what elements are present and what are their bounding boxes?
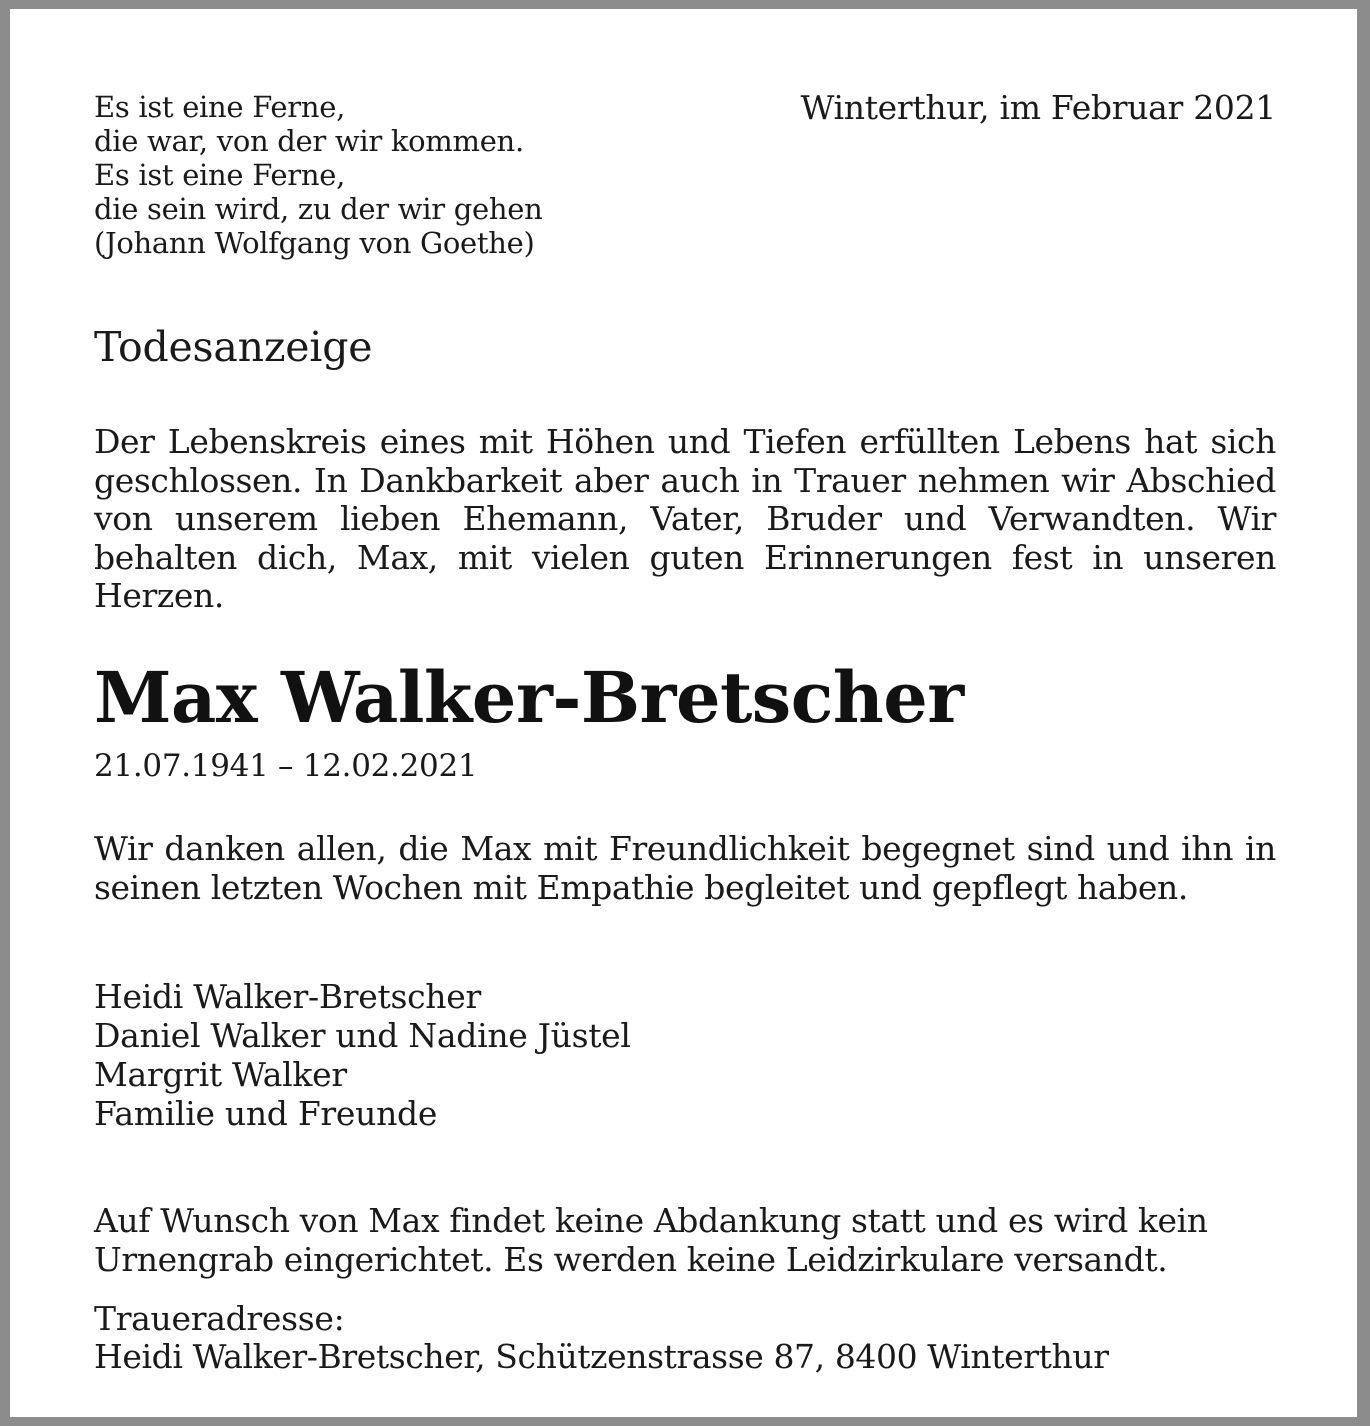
deceased-name: Max Walker-Bretscher [94,656,964,739]
poem-line: Es ist eine Ferne, [94,158,346,192]
poem-attribution: (Johann Wolfgang von Goethe) [94,226,535,260]
dateline: Winterthur, im Februar 2021 [800,88,1276,127]
obituary-page [10,9,1357,1417]
thanks-paragraph: Wir danken allen, die Max mit Freundlichkeit begegnet sind und ihn in seinen letzten Wochen mit Empathie begleitet und gepflegt haben. [94,829,1276,907]
page-title: Todesanzeige [94,323,373,371]
ceremony-notice: Auf Wunsch von Max findet keine Abdankung statt und es wird kein Urnengrab eingerichtet. Es werden keine Leidzirkulare versandt. [94,1201,1208,1279]
mourner-name: Familie und Freunde [94,1094,438,1133]
poem-line: Es ist eine Ferne, [94,90,346,124]
address-label: Traueradresse: [94,1299,345,1338]
mourner-name: Heidi Walker-Bretscher [94,977,481,1016]
mourners-list [94,977,631,1133]
poem-line: die sein wird, zu der wir gehen [94,192,543,226]
mourner-name: Daniel Walker und Nadine Jüstel [94,1016,631,1055]
intro-paragraph: Der Lebenskreis eines mit Höhen und Tiefen erfüllten Lebens hat sich geschlossen. In Dankbarkeit aber auch in Trauer nehmen wir Abschied von unserem lieben Ehemann, Vater, Bruder und Verwandten. Wir behalten dich, Max, mit vielen guten Erinnerungen fest in unseren Herzen. [94,422,1276,615]
poem-line: die war, von der wir kommen. [94,124,524,158]
lifespan-dates: 21.07.1941 – 12.02.2021 [94,748,478,784]
mourner-name: Margrit Walker [94,1055,347,1094]
poem [94,90,543,260]
mourning-address: Heidi Walker-Bretscher, Schützenstrasse 87, 8400 Winterthur [94,1337,1109,1376]
